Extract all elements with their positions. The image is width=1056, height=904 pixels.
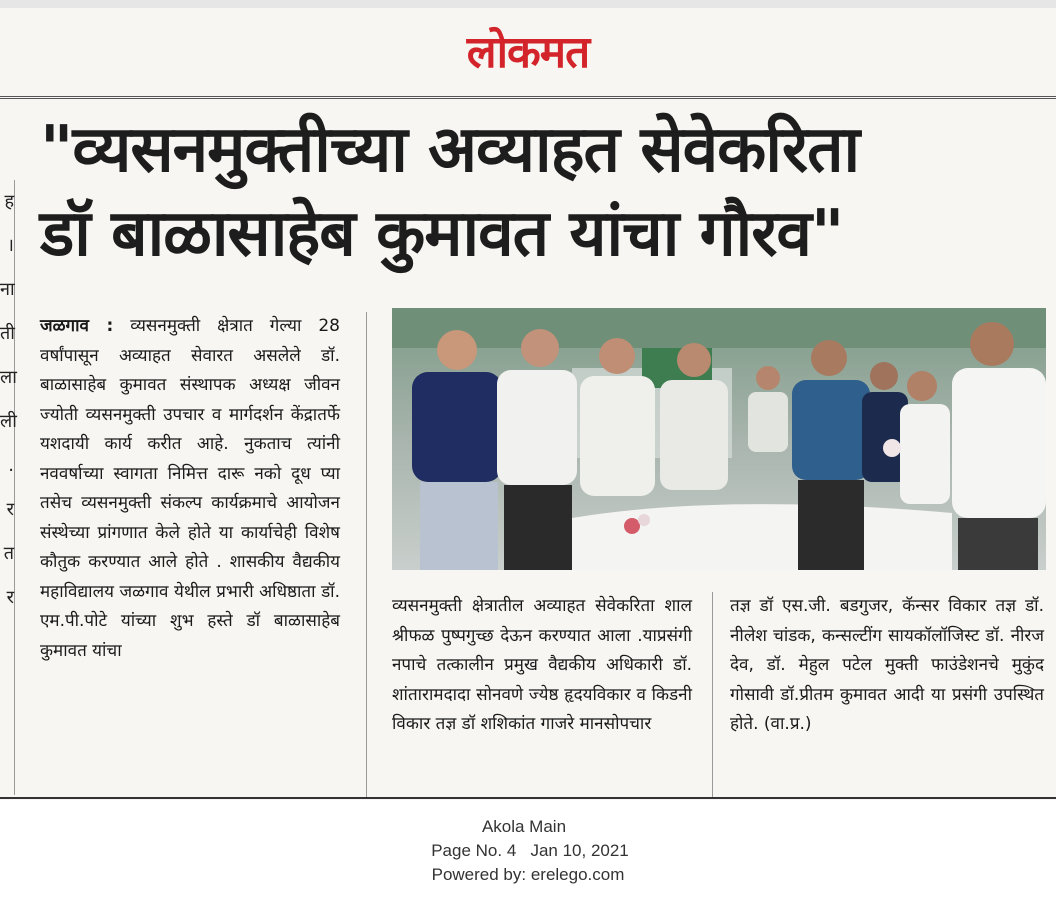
article-headline <box>40 108 1050 276</box>
newspaper-masthead: लोकमत <box>466 27 590 78</box>
fragment: ना <box>0 279 15 300</box>
fragment: त <box>3 543 14 564</box>
page-info <box>0 839 1056 863</box>
event-photo-illustration <box>392 308 1046 570</box>
fragment: र <box>6 587 14 608</box>
headline-line-2: डॉ बाळासाहेब कुमावत यांचा गौरव" <box>40 197 844 271</box>
fragment: र <box>6 499 14 520</box>
dateline: जळगाव : <box>40 316 114 336</box>
edition-name: Akola Main <box>481 817 567 836</box>
page-number: Page No. 4 <box>431 841 517 860</box>
headline-line-1: "व्यसनमुक्तीच्या अव्याहत सेवेकरिता <box>40 113 860 187</box>
fragment: . <box>8 455 14 476</box>
column-divider <box>712 592 713 798</box>
fragment: । <box>7 235 14 256</box>
fragment: ह <box>4 191 14 212</box>
adjacent-column-fragment <box>0 180 15 795</box>
publication-date: Jan 10, 2021 <box>530 841 629 860</box>
column-divider <box>366 312 367 798</box>
fragment: ती <box>0 323 15 344</box>
bottom-rule <box>0 797 1056 799</box>
event-photo <box>392 308 1046 570</box>
masthead-rule <box>0 96 1056 99</box>
column-1-text: व्यसनमुक्ती क्षेत्रात गेल्या 28 वर्षांपासून अव्याहत सेवारत असलेले डॉ. बाळासाहेब कुमावत संस्थापक अध्यक्ष जीवन ज्योती व्यसनमुक्ती उपचार व मार्गदर्शन केंद्रातर्फे यशदायी कार्य करीत आहे. नुकताच त्यांनी नववर्षाच्या स्वागता निमित्त दारू नको दूध प्या तसेच व्यसनमुक्ती संकल्प कार्यक्रमाचे आयोजन संस्थेच्या प्रांगणात केले होते या कार्याचेही विशेष कौतुक करण्यात आले होते . शासकीय वैद्यकीय महाविद्यालय जळगाव येथील प्रभारी अधिष्ठाता डॉ. एम.पी.पोटे यांच्या शुभ हस्ते डॉ बाळासाहेब कुमावत यांचा <box>40 316 340 661</box>
epaper-footer <box>0 815 1056 887</box>
article-column-3: तज्ञ डॉ एस.जी. बडगुजर, कॅन्सर विकार तज्ञ डॉ. नीलेश चांडक, कन्सल्टींग सायकॉलॉजिस्ट डॉ. नीरज देव, डॉ. मेहुल पटेल मुक्ती फाउंडेशनचे मुकुंद गोसावी डॉ.प्रीतम कुमावत आदी या प्रसंगी उपस्थित होते. (वा.प्र.) <box>730 596 1044 734</box>
fragment: ला <box>0 367 17 388</box>
article-column-1 <box>40 312 340 797</box>
powered-by: Powered by: erelego.com <box>431 865 625 884</box>
article-column-2: व्यसनमुक्ती क्षेत्रातील अव्याहत सेवेकरिता शाल श्रीफळ पुष्पगुच्छ देऊन करण्यात आला .याप्रसंगी नपाचे तत्कालीन प्रमुख वैद्यकीय अधिकारी डॉ. शांतारामदादा सोनवणे ज्येष्ठ हृदयविकार व किडनी विकार तज्ञ डॉ शशिकांत गाजरे मानसोपचार <box>392 596 692 734</box>
top-band <box>0 0 1056 8</box>
fragment: ली <box>0 411 17 432</box>
